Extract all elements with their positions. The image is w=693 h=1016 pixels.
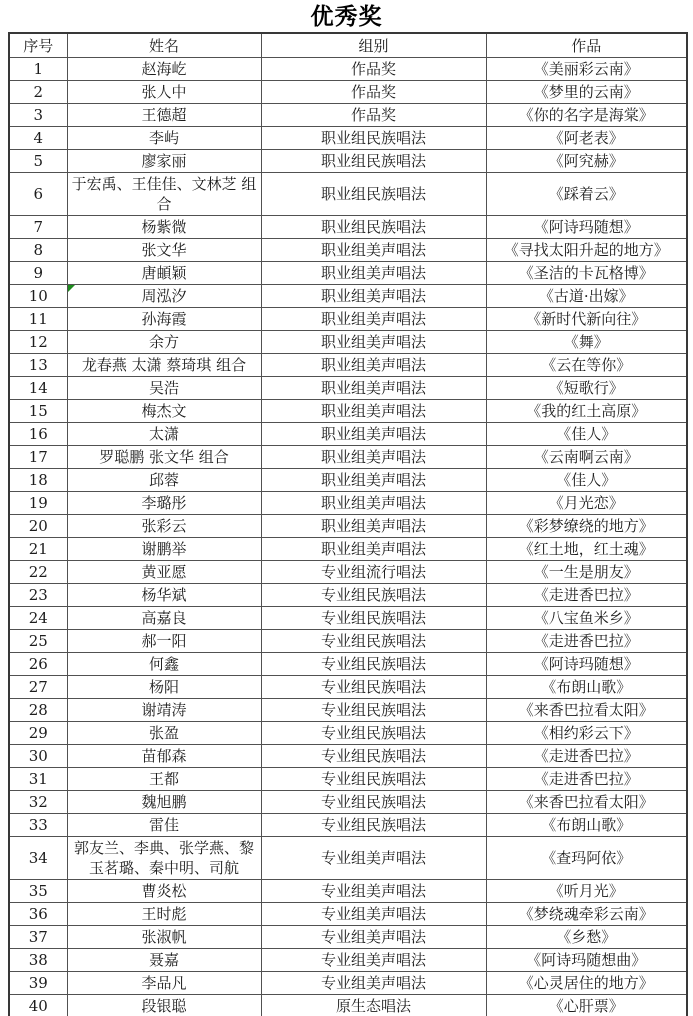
work-cell: 《短歌行》 <box>486 377 687 400</box>
row-number-cell: 9 <box>9 262 67 285</box>
group-cell: 专业组民族唱法 <box>261 722 486 745</box>
group-cell: 作品奖 <box>261 104 486 127</box>
table-row <box>9 722 687 745</box>
row-number-cell: 8 <box>9 239 67 262</box>
name-cell: 张文华 <box>67 239 261 262</box>
name-cell: 王时彪 <box>67 903 261 926</box>
work-cell: 《心灵居住的地方》 <box>486 972 687 995</box>
name-cell: 余方 <box>67 331 261 354</box>
row-number-cell: 22 <box>9 561 67 584</box>
table-row <box>9 354 687 377</box>
work-cell: 《红土地，红土魂》 <box>486 538 687 561</box>
table-row <box>9 926 687 949</box>
table-row <box>9 127 687 150</box>
name-cell: 谢鹏举 <box>67 538 261 561</box>
group-cell: 专业组美声唱法 <box>261 880 486 903</box>
row-number-cell: 6 <box>9 173 67 216</box>
group-cell: 专业组民族唱法 <box>261 653 486 676</box>
work-cell: 《走进香巴拉》 <box>486 584 687 607</box>
group-cell: 专业组美声唱法 <box>261 837 486 880</box>
table-row <box>9 308 687 331</box>
name-cell: 赵海屹 <box>67 58 261 81</box>
group-cell: 专业组流行唱法 <box>261 561 486 584</box>
group-cell: 职业组民族唱法 <box>261 150 486 173</box>
row-number-cell: 15 <box>9 400 67 423</box>
work-cell: 《踩着云》 <box>486 173 687 216</box>
name-cell: 龙春燕 太潇 蔡琦琪 组合 <box>67 354 261 377</box>
work-cell: 《新时代新向往》 <box>486 308 687 331</box>
table-row <box>9 880 687 903</box>
name-cell: 李璐彤 <box>67 492 261 515</box>
group-cell: 专业组民族唱法 <box>261 768 486 791</box>
work-cell: 《美丽彩云南》 <box>486 58 687 81</box>
row-number-cell: 29 <box>9 722 67 745</box>
group-cell: 职业组美声唱法 <box>261 331 486 354</box>
group-cell: 专业组美声唱法 <box>261 926 486 949</box>
table-row <box>9 903 687 926</box>
column-header-work: 作品 <box>486 33 687 58</box>
group-cell: 专业组民族唱法 <box>261 699 486 722</box>
work-cell: 《佳人》 <box>486 469 687 492</box>
group-cell: 职业组美声唱法 <box>261 492 486 515</box>
name-cell: 高嘉良 <box>67 607 261 630</box>
group-cell: 职业组美声唱法 <box>261 446 486 469</box>
table-row <box>9 791 687 814</box>
group-cell: 专业组民族唱法 <box>261 676 486 699</box>
row-number-cell: 19 <box>9 492 67 515</box>
name-cell: 雷佳 <box>67 814 261 837</box>
awards-table-body <box>9 58 687 1016</box>
row-number-cell: 27 <box>9 676 67 699</box>
group-cell: 职业组美声唱法 <box>261 469 486 492</box>
group-cell: 职业组美声唱法 <box>261 285 486 308</box>
work-cell: 《心肝票》 <box>486 995 687 1016</box>
table-row <box>9 972 687 995</box>
name-cell: 唐頔颖 <box>67 262 261 285</box>
group-cell: 专业组民族唱法 <box>261 791 486 814</box>
name-cell: 苗郁森 <box>67 745 261 768</box>
table-row <box>9 173 687 216</box>
name-cell: 孙海霞 <box>67 308 261 331</box>
name-cell: 于宏禹、王佳佳、文林芝 组合 <box>67 173 261 216</box>
name-cell: 周泓汐 <box>67 285 261 308</box>
work-cell: 《来香巴拉看太阳》 <box>486 791 687 814</box>
table-row <box>9 837 687 880</box>
work-cell: 《你的名字是海棠》 <box>486 104 687 127</box>
work-cell: 《梦绕魂牵彩云南》 <box>486 903 687 926</box>
name-cell: 梅杰文 <box>67 400 261 423</box>
work-cell: 《梦里的云南》 <box>486 81 687 104</box>
name-cell: 杨紫微 <box>67 216 261 239</box>
row-number-cell: 12 <box>9 331 67 354</box>
name-cell: 郝一阳 <box>67 630 261 653</box>
table-row <box>9 745 687 768</box>
table-row <box>9 446 687 469</box>
group-cell: 职业组美声唱法 <box>261 354 486 377</box>
table-row <box>9 584 687 607</box>
table-row <box>9 285 687 308</box>
row-number-cell: 1 <box>9 58 67 81</box>
name-cell: 张人中 <box>67 81 261 104</box>
group-cell: 作品奖 <box>261 58 486 81</box>
table-row <box>9 58 687 81</box>
work-cell: 《月光恋》 <box>486 492 687 515</box>
table-row <box>9 262 687 285</box>
group-cell: 职业组民族唱法 <box>261 216 486 239</box>
work-cell: 《乡愁》 <box>486 926 687 949</box>
row-number-cell: 35 <box>9 880 67 903</box>
name-cell: 黄亚愿 <box>67 561 261 584</box>
table-row <box>9 400 687 423</box>
table-row <box>9 423 687 446</box>
group-cell: 职业组民族唱法 <box>261 127 486 150</box>
name-cell: 段银聪 <box>67 995 261 1016</box>
work-cell: 《云在等你》 <box>486 354 687 377</box>
table-row <box>9 561 687 584</box>
work-cell: 《阿诗玛随想曲》 <box>486 949 687 972</box>
name-cell: 杨阳 <box>67 676 261 699</box>
table-row <box>9 239 687 262</box>
group-cell: 职业组美声唱法 <box>261 423 486 446</box>
row-number-cell: 2 <box>9 81 67 104</box>
row-number-cell: 16 <box>9 423 67 446</box>
work-cell: 《寻找太阳升起的地方》 <box>486 239 687 262</box>
row-number-cell: 17 <box>9 446 67 469</box>
row-number-cell: 5 <box>9 150 67 173</box>
work-cell: 《阿老表》 <box>486 127 687 150</box>
row-number-cell: 34 <box>9 837 67 880</box>
row-number-cell: 28 <box>9 699 67 722</box>
row-number-cell: 33 <box>9 814 67 837</box>
name-cell: 张盈 <box>67 722 261 745</box>
table-row <box>9 768 687 791</box>
comment-marker-icon <box>68 285 75 292</box>
table-row <box>9 995 687 1016</box>
name-cell: 张彩云 <box>67 515 261 538</box>
table-row <box>9 104 687 127</box>
name-cell: 魏旭鹏 <box>67 791 261 814</box>
group-cell: 职业组美声唱法 <box>261 515 486 538</box>
row-number-cell: 32 <box>9 791 67 814</box>
row-number-cell: 25 <box>9 630 67 653</box>
group-cell: 职业组美声唱法 <box>261 377 486 400</box>
work-cell: 《云南啊云南》 <box>486 446 687 469</box>
column-header-group: 组别 <box>261 33 486 58</box>
group-cell: 原生态唱法 <box>261 995 486 1016</box>
work-cell: 《彩梦缭绕的地方》 <box>486 515 687 538</box>
table-row <box>9 538 687 561</box>
name-cell: 太潇 <box>67 423 261 446</box>
row-number-cell: 7 <box>9 216 67 239</box>
table-row <box>9 150 687 173</box>
name-cell: 何鑫 <box>67 653 261 676</box>
name-cell: 吴浩 <box>67 377 261 400</box>
row-number-cell: 14 <box>9 377 67 400</box>
group-cell: 专业组美声唱法 <box>261 972 486 995</box>
work-cell: 《阿究赫》 <box>486 150 687 173</box>
table-row <box>9 377 687 400</box>
header-row <box>9 33 687 58</box>
group-cell: 专业组民族唱法 <box>261 814 486 837</box>
row-number-cell: 23 <box>9 584 67 607</box>
table-row <box>9 469 687 492</box>
work-cell: 《布朗山歌》 <box>486 814 687 837</box>
table-row <box>9 607 687 630</box>
work-cell: 《古道·出嫁》 <box>486 285 687 308</box>
work-cell: 《阿诗玛随想》 <box>486 653 687 676</box>
group-cell: 职业组美声唱法 <box>261 538 486 561</box>
group-cell: 专业组民族唱法 <box>261 630 486 653</box>
row-number-cell: 11 <box>9 308 67 331</box>
row-number-cell: 39 <box>9 972 67 995</box>
name-cell: 谢靖涛 <box>67 699 261 722</box>
row-number-cell: 10 <box>9 285 67 308</box>
row-number-cell: 40 <box>9 995 67 1016</box>
row-number-cell: 4 <box>9 127 67 150</box>
row-number-cell: 24 <box>9 607 67 630</box>
table-row <box>9 630 687 653</box>
table-row <box>9 814 687 837</box>
row-number-cell: 20 <box>9 515 67 538</box>
work-cell: 《我的红土高原》 <box>486 400 687 423</box>
group-cell: 职业组美声唱法 <box>261 239 486 262</box>
row-number-cell: 18 <box>9 469 67 492</box>
row-number-cell: 21 <box>9 538 67 561</box>
name-cell: 罗聪鹏 张文华 组合 <box>67 446 261 469</box>
row-number-cell: 13 <box>9 354 67 377</box>
name-cell: 廖家丽 <box>67 150 261 173</box>
work-cell: 《阿诗玛随想》 <box>486 216 687 239</box>
group-cell: 专业组民族唱法 <box>261 745 486 768</box>
work-cell: 《布朗山歌》 <box>486 676 687 699</box>
row-number-cell: 31 <box>9 768 67 791</box>
name-cell: 邱蓉 <box>67 469 261 492</box>
column-header-name: 姓名 <box>67 33 261 58</box>
group-cell: 专业组民族唱法 <box>261 584 486 607</box>
table-row <box>9 515 687 538</box>
work-cell: 《一生是朋友》 <box>486 561 687 584</box>
name-cell: 郭友兰、李典、张学燕、黎玉茗璐、秦中明、司航 <box>67 837 261 880</box>
table-row <box>9 676 687 699</box>
group-cell: 职业组民族唱法 <box>261 173 486 216</box>
work-cell: 《圣洁的卡瓦格博》 <box>486 262 687 285</box>
table-row <box>9 492 687 515</box>
name-cell: 杨华斌 <box>67 584 261 607</box>
column-header-no: 序号 <box>9 33 67 58</box>
work-cell: 《舞》 <box>486 331 687 354</box>
group-cell: 作品奖 <box>261 81 486 104</box>
work-cell: 《走进香巴拉》 <box>486 745 687 768</box>
work-cell: 《走进香巴拉》 <box>486 630 687 653</box>
name-cell: 王德超 <box>67 104 261 127</box>
group-cell: 专业组美声唱法 <box>261 949 486 972</box>
table-row <box>9 653 687 676</box>
work-cell: 《来香巴拉看太阳》 <box>486 699 687 722</box>
table-row <box>9 331 687 354</box>
group-cell: 职业组美声唱法 <box>261 400 486 423</box>
table-row <box>9 216 687 239</box>
group-cell: 专业组美声唱法 <box>261 903 486 926</box>
name-cell: 张淑帆 <box>67 926 261 949</box>
row-number-cell: 36 <box>9 903 67 926</box>
page-title: 优秀奖 <box>310 3 383 30</box>
row-number-cell: 38 <box>9 949 67 972</box>
table-row <box>9 699 687 722</box>
name-cell: 曹炎松 <box>67 880 261 903</box>
work-cell: 《八宝鱼米乡》 <box>486 607 687 630</box>
row-number-cell: 30 <box>9 745 67 768</box>
name-cell: 李屿 <box>67 127 261 150</box>
work-cell: 《走进香巴拉》 <box>486 768 687 791</box>
group-cell: 专业组民族唱法 <box>261 607 486 630</box>
row-number-cell: 3 <box>9 104 67 127</box>
row-number-cell: 26 <box>9 653 67 676</box>
group-cell: 职业组美声唱法 <box>261 262 486 285</box>
row-number-cell: 37 <box>9 926 67 949</box>
awards-table <box>8 32 688 1016</box>
name-cell: 聂嘉 <box>67 949 261 972</box>
work-cell: 《听月光》 <box>486 880 687 903</box>
work-cell: 《佳人》 <box>486 423 687 446</box>
work-cell: 《查玛阿依》 <box>486 837 687 880</box>
group-cell: 职业组美声唱法 <box>261 308 486 331</box>
table-row <box>9 949 687 972</box>
table-row <box>9 81 687 104</box>
name-cell: 王都 <box>67 768 261 791</box>
name-cell: 李品凡 <box>67 972 261 995</box>
work-cell: 《相约彩云下》 <box>486 722 687 745</box>
